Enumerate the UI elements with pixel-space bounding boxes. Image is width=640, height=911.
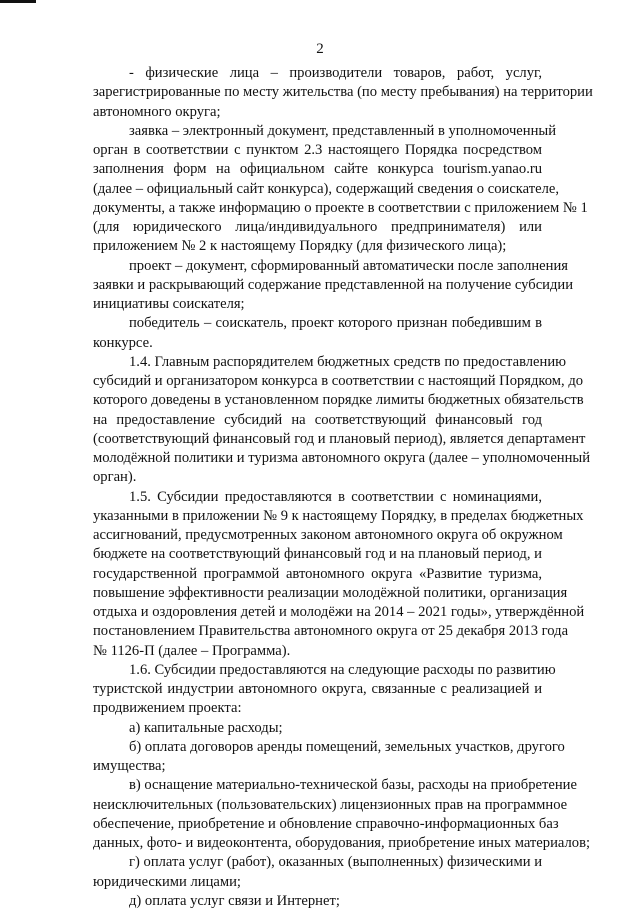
text-line: (для юридического лица/индивидуального предпринимателя) или [93,219,542,235]
document-body [93,64,593,911]
text-line: проект – документ, сформированный автоматически после заполнения [129,257,568,274]
text-line: (далее – официальный сайт конкурса), содержащий сведения о соискателе, [93,180,560,197]
text-line: указанными в приложении № 9 к настоящему Порядку, в пределах бюджетных [93,507,584,524]
text-line: повышение эффективности реализации молодёжной политики, организация [93,584,568,601]
text-line: орган). [93,469,137,486]
text-line: автономного округа; [93,103,221,120]
text-line: д) оплата услуг связи и Интернет; [129,892,340,909]
text-line: 1.5. Субсидии предоставляются в соответствии с номинациями, [129,488,542,505]
text-line: субсидий и организатором конкурса в соответствии с настоящий Порядком, до [93,373,584,389]
text-line: бюджете на соответствующий финансовый год и на плановый период, и [93,546,542,563]
text-line: неисключительных (пользовательских) лицензионных прав на программное [93,796,568,813]
page-number: 2 [316,41,324,57]
text-line: государственной программой автономного округа «Развитие туризма, [93,565,542,582]
scan-corner-mark [0,0,36,3]
text-line: - физические лица – производители товаров, работ, услуг, [129,65,542,81]
text-line: конкурсе. [93,334,153,351]
text-line: юридическими лицами; [93,873,241,890]
text-line: туристской индустрии автономного округа, связанные с реализацией и [93,681,542,697]
text-line: ассигнований, предусмотренных законом автономного округа об окружном [93,527,563,543]
text-line: победитель – соискатель, проект которого признан победившим в [129,315,542,332]
text-line: заявка – электронный документ, представленный в уполномоченный [129,122,557,139]
text-line: которого доведены в установленном порядке лимиты бюджетных обязательств [93,392,584,409]
text-line: данных, фото- и видеоконтента, оборудования, приобретение иных материалов; [93,835,591,851]
text-line: на предоставление субсидий на соответствующий финансовый год [93,411,542,428]
text-line: № 1126-П (далее – Программа). [93,642,291,659]
text-line: а) капитальные расходы; [129,719,283,736]
text-line: 1.4. Главным распорядителем бюджетных средств по предоставлению [129,353,567,370]
text-line: б) оплата договоров аренды помещений, земельных участков, другого [129,738,565,755]
text-line: 1.6. Субсидии предоставляются на следующие расходы по развитию [129,661,556,678]
text-line: г) оплата услуг (работ), оказанных (выполненных) физическими и [129,854,542,871]
text-line: инициативы соискателя; [93,296,245,312]
text-line: орган в соответствии с пунктом 2.3 настоящего Порядка посредством [93,142,542,158]
text-line: приложением № 2 к настоящему Порядку (для физического лица); [93,238,507,255]
text-line: заполнения форм на официальном сайте конкурса tourism.yanao.ru [93,161,542,178]
text-line: документы, а также информацию о проекте в соответствии с приложением № 1 [93,199,588,216]
text-line: (соответствующий финансовый год и плановый период), является департамент [93,430,586,447]
text-line: молодёжной политики и туризма автономного округа (далее – уполномоченный [93,450,591,466]
text-line: отдыха и оздоровления детей и молодёжи на 2014 – 2021 годы», утверждённой [93,604,585,620]
text-line: постановлением Правительства автономного округа от 25 декабря 2013 года [93,623,569,640]
text-line: заявки и раскрывающий содержание представленной на получение субсидии [93,276,574,293]
text-line: зарегистрированные по месту жительства (по месту пребывания) на территории [93,84,593,101]
text-line: имущества; [93,758,166,774]
text-line: в) оснащение материально-технической базы, расходы на приобретение [129,777,577,794]
text-line: обеспечение, приобретение и обновление справочно-информационных баз [93,815,559,832]
text-line: продвижением проекта: [93,700,242,717]
